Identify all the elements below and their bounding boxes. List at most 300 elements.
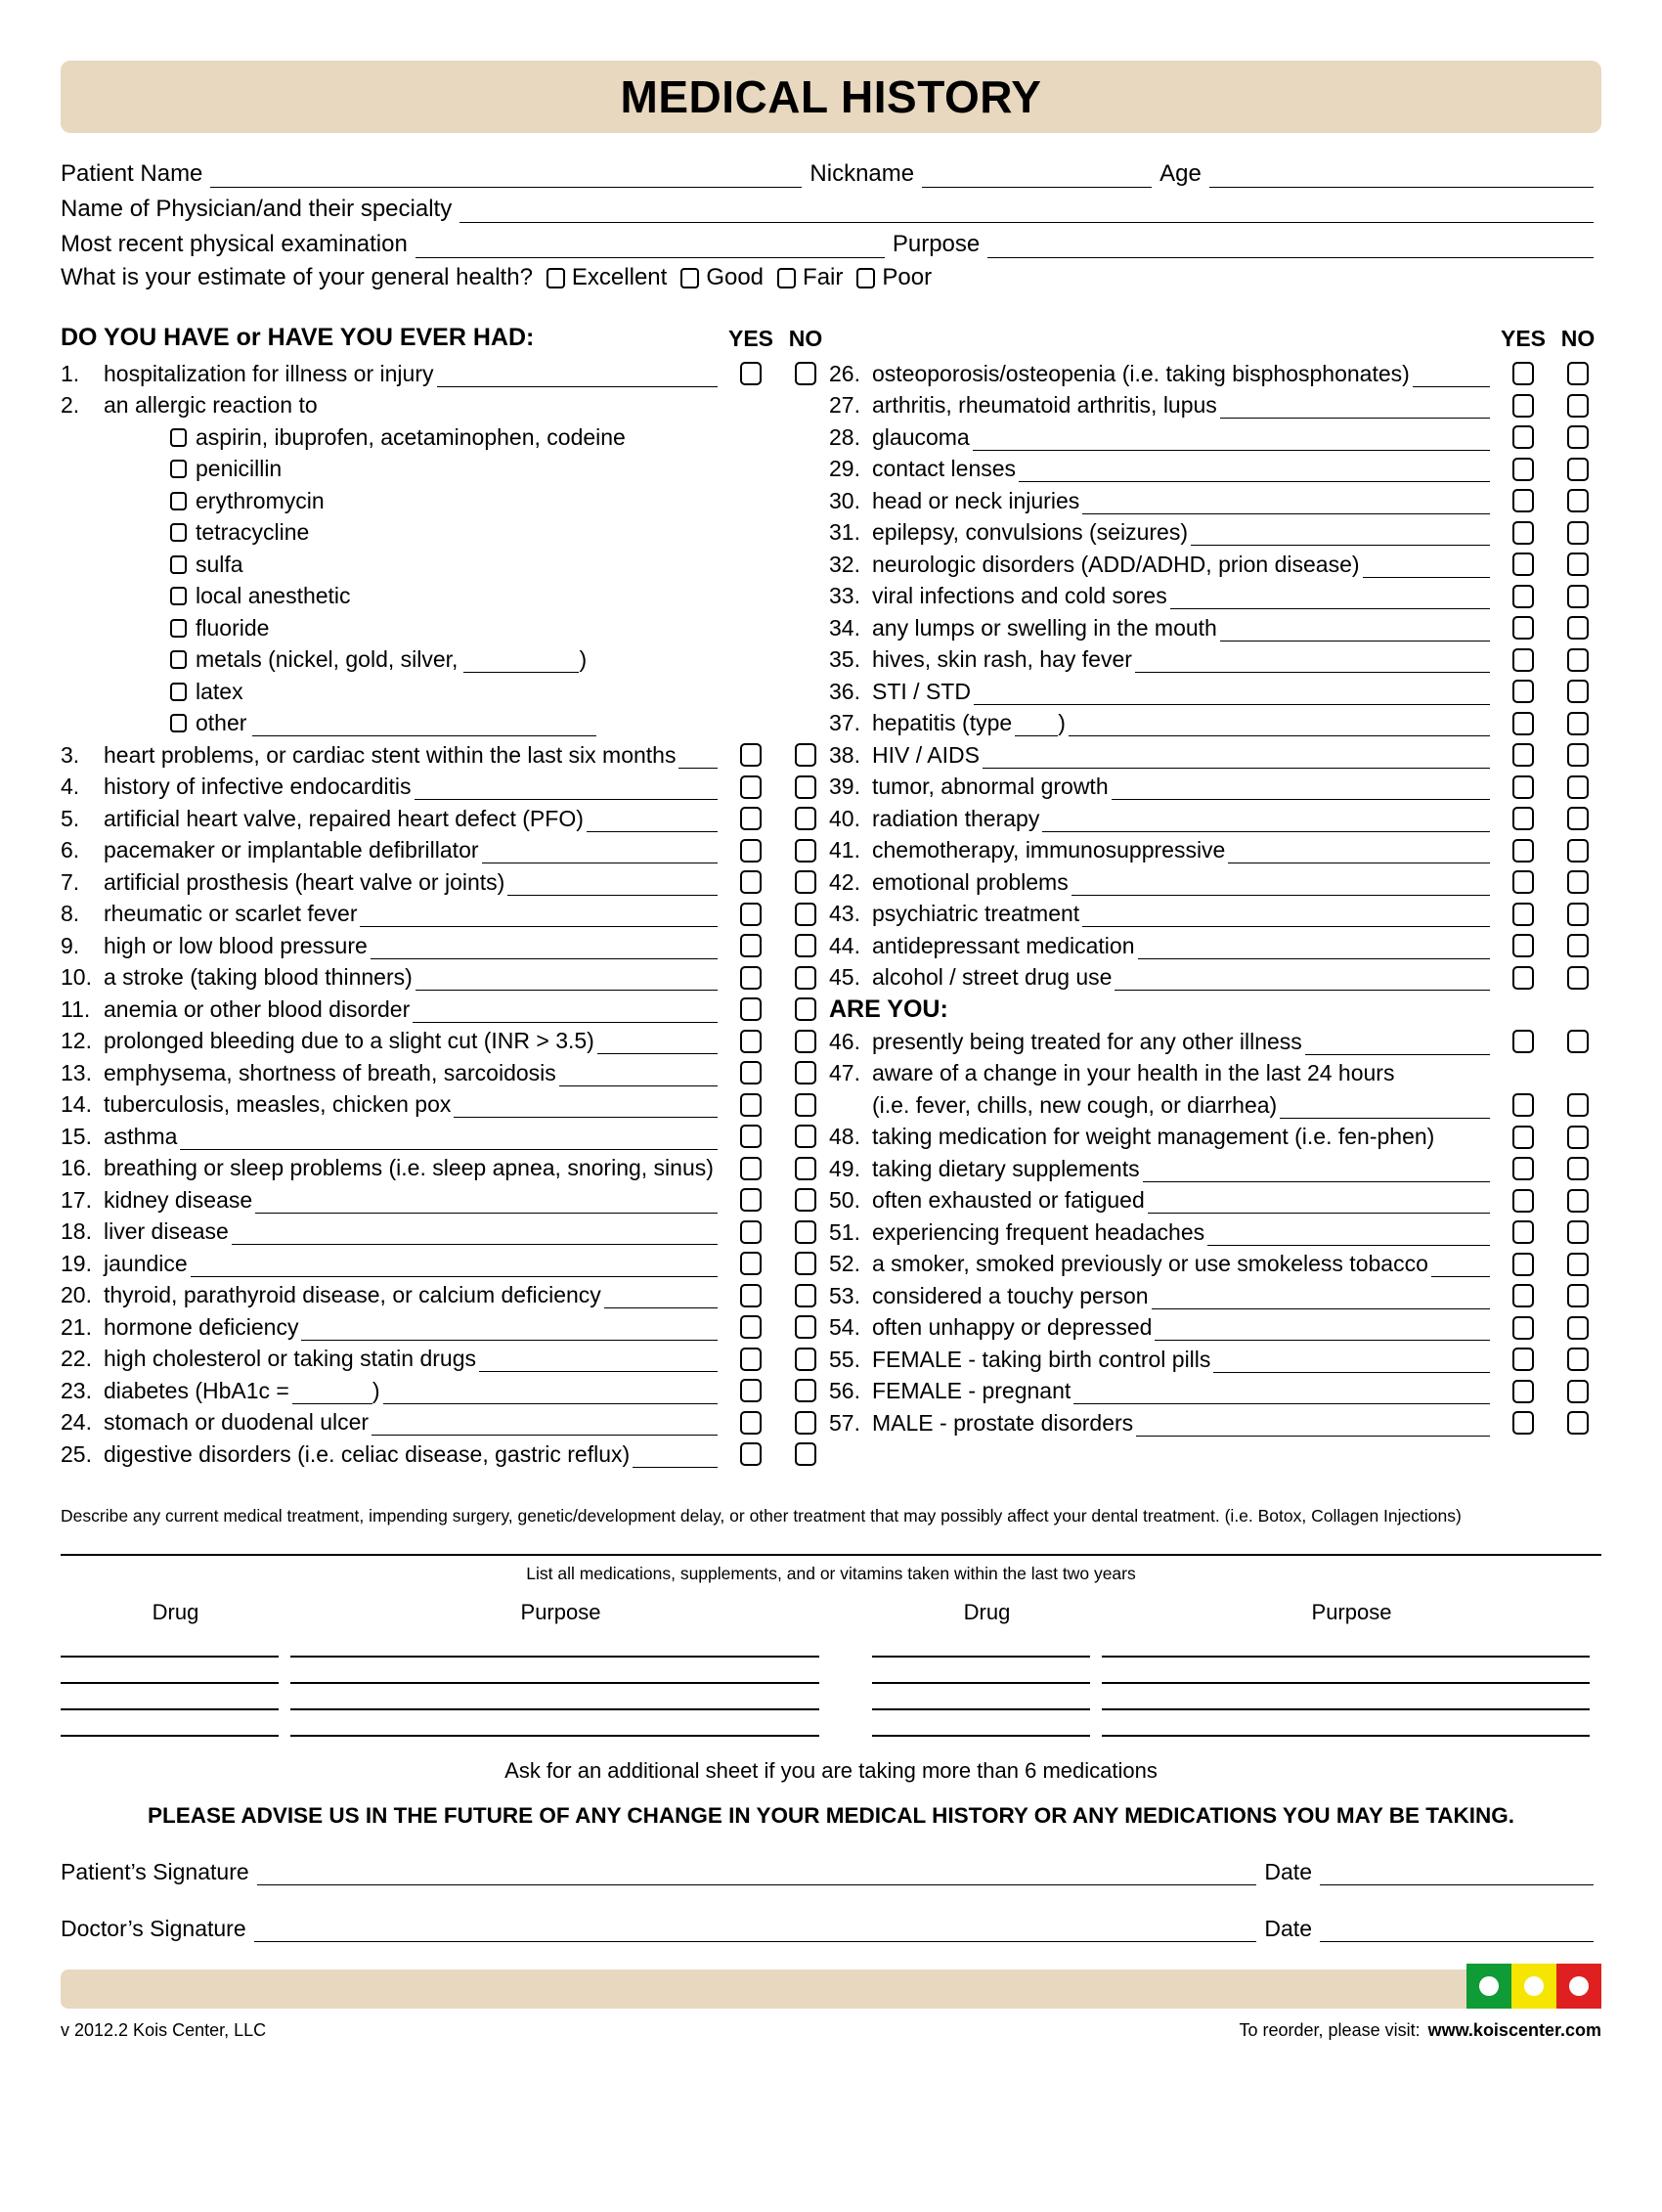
no-checkbox-icon[interactable]	[1567, 839, 1589, 863]
yes-no-boxes	[1500, 362, 1601, 385]
no-checkbox-icon[interactable]	[795, 1220, 816, 1244]
yes-checkbox-icon[interactable]	[740, 807, 762, 830]
no-checkbox-icon[interactable]	[1567, 521, 1589, 545]
answer-input[interactable]	[559, 1066, 718, 1086]
no-checkbox-icon[interactable]	[795, 1093, 816, 1117]
yes-checkbox-icon[interactable]	[1512, 839, 1534, 863]
answer-input[interactable]	[1135, 652, 1490, 673]
answer-input[interactable]	[1170, 589, 1490, 609]
yes-checkbox-icon[interactable]	[740, 1188, 762, 1212]
no-checkbox-icon[interactable]	[795, 1157, 816, 1180]
allergy-sub-wrap	[196, 679, 243, 705]
answer-input[interactable]	[983, 748, 1490, 769]
no-box-cell	[1554, 458, 1601, 481]
right-question-list	[829, 358, 1601, 994]
no-checkbox-icon[interactable]	[795, 903, 816, 926]
no-checkbox-icon[interactable]	[1567, 489, 1589, 512]
answer-input[interactable]	[1431, 1257, 1490, 1277]
no-checkbox-icon[interactable]	[795, 1348, 816, 1371]
answer-input[interactable]	[360, 907, 718, 927]
answer-input[interactable]	[973, 430, 1490, 451]
no-checkbox-icon[interactable]	[1567, 1380, 1589, 1403]
no-checkbox-icon[interactable]	[795, 1315, 816, 1339]
answer-input[interactable]	[1019, 462, 1490, 482]
question-label: prolonged bleeding due to a slight cut (INR > 3.5)	[104, 1028, 594, 1054]
answer-input[interactable]	[1228, 843, 1490, 863]
reorder-url[interactable]: www.koiscenter.com	[1427, 2020, 1601, 2041]
yes-checkbox-icon[interactable]	[1512, 1411, 1534, 1435]
no-checkbox-icon[interactable]	[1567, 870, 1589, 894]
yes-checkbox-icon[interactable]	[1512, 1348, 1534, 1371]
yes-checkbox-icon[interactable]	[1512, 1220, 1534, 1244]
checkbox-icon[interactable]	[170, 523, 187, 542]
yes-checkbox-icon[interactable]	[740, 362, 762, 385]
answer-input[interactable]	[1082, 494, 1490, 514]
medication-purpose-input[interactable]	[290, 1631, 819, 1658]
no-checkbox-icon[interactable]	[795, 775, 816, 799]
answer-input[interactable]	[482, 843, 718, 863]
answer-input[interactable]	[454, 1097, 718, 1118]
doctor-signature-input[interactable]	[254, 1917, 1257, 1942]
answer-input[interactable]	[1143, 1162, 1490, 1182]
question-text-wrap	[104, 1091, 718, 1118]
medications-purpose-column	[1102, 1600, 1601, 1737]
right-column	[829, 319, 1601, 1471]
medication-purpose-input[interactable]	[290, 1710, 819, 1737]
answer-input[interactable]	[1220, 398, 1490, 419]
answer-input[interactable]	[1115, 970, 1490, 991]
no-checkbox-icon[interactable]	[1567, 712, 1589, 735]
yes-checkbox-icon[interactable]	[1512, 1253, 1534, 1276]
question-row	[829, 1185, 1601, 1217]
yes-box-cell	[1500, 521, 1547, 545]
yes-checkbox-icon[interactable]	[1512, 616, 1534, 640]
question-row	[829, 421, 1601, 454]
answer-input[interactable]	[604, 1288, 718, 1308]
doctor-signature-row	[61, 1899, 1601, 1942]
answer-input[interactable]	[371, 939, 718, 959]
no-checkbox-icon[interactable]	[795, 1379, 816, 1402]
yes-box-cell	[727, 1030, 774, 1053]
question-row	[829, 390, 1601, 422]
health-option-fair[interactable]	[764, 264, 843, 291]
question-label: high or low blood pressure	[104, 932, 368, 958]
yes-checkbox-icon[interactable]	[740, 775, 762, 799]
physician-input[interactable]	[459, 198, 1594, 223]
medication-drug-input[interactable]	[872, 1684, 1090, 1710]
yes-checkbox-icon[interactable]	[740, 1252, 762, 1275]
exam-purpose-input[interactable]	[987, 233, 1594, 258]
yes-checkbox-icon[interactable]	[1512, 1316, 1534, 1340]
medication-drug-input[interactable]	[61, 1684, 279, 1710]
checkbox-icon[interactable]	[170, 619, 187, 638]
answer-input[interactable]	[1148, 1193, 1490, 1214]
question-text-wrap	[872, 1060, 1490, 1086]
yes-checkbox-icon[interactable]	[1512, 1157, 1534, 1180]
no-checkbox-icon[interactable]	[795, 1284, 816, 1307]
health-option-good[interactable]	[667, 264, 764, 291]
question-label: considered a touchy person	[872, 1282, 1149, 1308]
no-box-cell	[1554, 1253, 1601, 1276]
allergy-sub-input[interactable]	[463, 653, 579, 673]
no-checkbox-icon[interactable]	[1567, 362, 1589, 385]
answer-input[interactable]	[1152, 1289, 1490, 1309]
no-checkbox-icon[interactable]	[1567, 1093, 1589, 1117]
medication-drug-input[interactable]	[61, 1631, 279, 1658]
answer-input[interactable]	[1069, 716, 1490, 736]
inline-input[interactable]	[292, 1384, 372, 1404]
answer-input[interactable]	[1413, 367, 1490, 387]
medication-drug-input[interactable]	[872, 1631, 1090, 1658]
question-row	[61, 358, 829, 390]
no-checkbox-icon[interactable]	[1567, 1316, 1589, 1340]
question-row	[61, 803, 829, 835]
nickname-input[interactable]	[922, 162, 1152, 188]
yes-checkbox-icon[interactable]	[740, 1220, 762, 1244]
answer-input[interactable]	[597, 1034, 718, 1054]
no-checkbox-icon[interactable]	[1567, 648, 1589, 672]
allergy-sub-wrap	[196, 615, 269, 641]
are-you-heading: ARE YOU:	[829, 995, 948, 1023]
yes-checkbox-icon[interactable]	[1512, 870, 1534, 894]
yes-checkbox-icon[interactable]	[740, 870, 762, 894]
no-checkbox-icon[interactable]	[795, 997, 816, 1021]
yes-checkbox-icon[interactable]	[740, 1030, 762, 1053]
answer-input[interactable]	[1042, 812, 1490, 832]
medication-purpose-input[interactable]	[1102, 1684, 1590, 1710]
no-checkbox-icon[interactable]	[1567, 1220, 1589, 1244]
yes-checkbox-icon[interactable]	[1512, 743, 1534, 767]
color-swatches	[1466, 1964, 1601, 2009]
medication-purpose-input[interactable]	[1102, 1631, 1590, 1658]
answer-input[interactable]	[1136, 1416, 1490, 1437]
yes-checkbox-icon[interactable]	[1512, 1380, 1534, 1403]
answer-input[interactable]	[383, 1384, 718, 1404]
question-text-wrap	[872, 806, 1490, 832]
yes-checkbox-icon[interactable]	[1512, 775, 1534, 799]
doctor-date-label: Date	[1264, 1916, 1312, 1942]
no-checkbox-icon[interactable]	[795, 1252, 816, 1275]
no-checkbox-icon[interactable]	[1567, 775, 1589, 799]
yes-checkbox-icon[interactable]	[740, 966, 762, 990]
question-row	[61, 930, 829, 962]
answer-input[interactable]	[1191, 525, 1490, 546]
yes-checkbox-icon[interactable]	[1512, 1030, 1534, 1053]
answer-input[interactable]	[678, 748, 718, 769]
question-text-wrap	[104, 361, 718, 387]
no-checkbox-icon[interactable]	[795, 870, 816, 894]
checkbox-icon[interactable]	[170, 683, 187, 701]
age-input[interactable]	[1209, 162, 1594, 188]
yes-checkbox-icon[interactable]	[740, 1379, 762, 1402]
answer-input[interactable]	[255, 1193, 718, 1214]
question-row	[61, 1438, 829, 1471]
no-checkbox-icon[interactable]	[1567, 1126, 1589, 1149]
no-checkbox-icon[interactable]	[1567, 743, 1589, 767]
checkbox-icon[interactable]	[680, 268, 699, 288]
yes-checkbox-icon[interactable]	[1512, 807, 1534, 830]
exam-input[interactable]	[416, 233, 885, 258]
no-checkbox-icon[interactable]	[1567, 807, 1589, 830]
answer-input[interactable]	[415, 779, 719, 800]
medication-drug-input[interactable]	[872, 1710, 1090, 1737]
checkbox-icon[interactable]	[170, 555, 187, 574]
yes-checkbox-icon[interactable]	[1512, 1126, 1534, 1149]
allergy-sub-item	[61, 549, 829, 581]
yes-checkbox-icon[interactable]	[1512, 680, 1534, 703]
answer-input[interactable]	[974, 685, 1490, 705]
answer-input[interactable]	[507, 875, 718, 896]
answer-input[interactable]	[180, 1129, 718, 1150]
no-checkbox-icon[interactable]	[1567, 553, 1589, 576]
medication-purpose-input[interactable]	[1102, 1658, 1590, 1684]
question-label: STI / STD	[872, 678, 971, 704]
yes-checkbox-icon[interactable]	[1512, 1189, 1534, 1213]
patient-date-input[interactable]	[1320, 1860, 1594, 1885]
no-checkbox-icon[interactable]	[795, 1442, 816, 1466]
answer-input[interactable]	[1138, 939, 1491, 959]
answer-input[interactable]	[1280, 1098, 1490, 1119]
checkbox-icon[interactable]	[170, 714, 187, 732]
are-you-question-list	[829, 1026, 1601, 1439]
answer-input[interactable]	[1363, 557, 1490, 578]
no-checkbox-icon[interactable]	[795, 934, 816, 957]
checkbox-icon[interactable]	[170, 460, 187, 478]
answer-input[interactable]	[437, 367, 719, 387]
yes-checkbox-icon[interactable]	[1512, 394, 1534, 418]
question-number: 48.	[829, 1124, 860, 1150]
no-box-cell	[1554, 585, 1601, 608]
no-checkbox-icon[interactable]	[795, 1125, 816, 1148]
no-box-cell	[1554, 1284, 1601, 1307]
answer-input[interactable]	[416, 970, 718, 991]
yes-checkbox-icon[interactable]	[740, 1284, 762, 1307]
question-text-wrap	[104, 901, 718, 927]
question-text-wrap	[104, 1251, 718, 1277]
no-checkbox-icon[interactable]	[795, 1061, 816, 1084]
question-text-wrap	[104, 1409, 718, 1436]
yes-no-boxes	[727, 1188, 829, 1212]
medication-drug-input[interactable]	[872, 1658, 1090, 1684]
checkbox-icon[interactable]	[170, 587, 187, 605]
question-row	[829, 772, 1601, 804]
question-row	[61, 1280, 829, 1312]
patient-name-input[interactable]	[210, 162, 802, 188]
no-checkbox-icon[interactable]	[1567, 1411, 1589, 1435]
no-box-cell	[1554, 394, 1601, 418]
yes-box-cell	[1500, 1093, 1547, 1117]
yes-checkbox-icon[interactable]	[1512, 934, 1534, 957]
no-box-cell	[1554, 1220, 1601, 1244]
yes-box-cell	[1500, 553, 1547, 576]
answer-input[interactable]	[1082, 907, 1490, 927]
medication-purpose-input[interactable]	[1102, 1710, 1590, 1737]
yes-box-cell	[727, 1284, 774, 1307]
no-checkbox-icon[interactable]	[1567, 934, 1589, 957]
question-row	[829, 1376, 1601, 1408]
no-box-cell	[782, 1188, 829, 1212]
no-box-cell	[1554, 743, 1601, 767]
answer-input[interactable]	[413, 1002, 718, 1023]
yes-box-cell	[727, 743, 774, 767]
yes-checkbox-icon[interactable]	[740, 1411, 762, 1435]
question-row	[829, 1153, 1601, 1185]
answer-input[interactable]	[191, 1257, 718, 1277]
yes-checkbox-icon[interactable]	[740, 743, 762, 767]
yes-checkbox-icon[interactable]	[1512, 1284, 1534, 1307]
medication-purpose-input[interactable]	[290, 1658, 819, 1684]
medication-drug-input[interactable]	[61, 1710, 279, 1737]
yes-checkbox-icon[interactable]	[740, 934, 762, 957]
yes-checkbox-icon[interactable]	[1512, 903, 1534, 926]
question-text-wrap	[872, 1219, 1490, 1246]
no-checkbox-icon[interactable]	[1567, 1030, 1589, 1053]
yes-no-boxes	[1500, 1062, 1601, 1085]
answer-input[interactable]	[232, 1224, 718, 1245]
yes-checkbox-icon[interactable]	[740, 1125, 762, 1148]
question-label: anemia or other blood disorder	[104, 995, 411, 1022]
question-label: any lumps or swelling in the mouth	[872, 614, 1217, 641]
answer-input[interactable]	[1305, 1035, 1490, 1055]
no-checkbox-icon[interactable]	[1567, 458, 1589, 481]
no-checkbox-icon[interactable]	[1567, 1157, 1589, 1180]
answer-input[interactable]	[633, 1447, 718, 1468]
answer-input[interactable]	[301, 1320, 718, 1341]
answer-input[interactable]	[1072, 875, 1490, 896]
no-checkbox-icon[interactable]	[1567, 1348, 1589, 1371]
question-number: 17.	[61, 1186, 92, 1213]
no-checkbox-icon[interactable]	[795, 807, 816, 830]
checkbox-icon[interactable]	[856, 268, 875, 288]
answer-input[interactable]	[1207, 1225, 1490, 1246]
no-checkbox-icon[interactable]	[795, 1030, 816, 1053]
yes-checkbox-icon[interactable]	[1512, 648, 1534, 672]
health-option-poor[interactable]	[843, 264, 932, 291]
yes-checkbox-icon[interactable]	[1512, 553, 1534, 576]
right-section-header	[829, 319, 1601, 352]
no-checkbox-icon[interactable]	[1567, 585, 1589, 608]
patient-signature-input[interactable]	[257, 1860, 1257, 1885]
question-row	[829, 803, 1601, 835]
no-checkbox-icon[interactable]	[1567, 1253, 1589, 1276]
exam-purpose-label: Purpose	[892, 231, 981, 257]
yes-checkbox-icon[interactable]	[740, 997, 762, 1021]
yes-no-boxes	[727, 839, 829, 863]
yes-checkbox-icon[interactable]	[740, 1061, 762, 1084]
yes-checkbox-icon[interactable]	[1512, 585, 1534, 608]
allergy-sub-wrap	[196, 646, 587, 673]
answer-input[interactable]	[372, 1415, 718, 1436]
medication-drug-input[interactable]	[61, 1658, 279, 1684]
no-box-cell	[1554, 1093, 1601, 1117]
yes-checkbox-icon[interactable]	[1512, 489, 1534, 512]
question-label: FEMALE - pregnant	[872, 1378, 1072, 1404]
answer-input[interactable]	[1155, 1320, 1490, 1341]
health-option-excellent[interactable]	[533, 264, 667, 291]
checkbox-icon[interactable]	[170, 492, 187, 510]
yes-checkbox-icon[interactable]	[1512, 712, 1534, 735]
yes-box-cell	[1500, 839, 1547, 863]
yes-box-cell	[1500, 966, 1547, 990]
yes-checkbox-icon[interactable]	[1512, 425, 1534, 449]
no-checkbox-icon[interactable]	[1567, 903, 1589, 926]
answer-input[interactable]	[1073, 1384, 1490, 1404]
answer-input[interactable]	[1213, 1352, 1490, 1373]
describe-input[interactable]	[61, 1530, 1601, 1556]
yes-checkbox-icon[interactable]	[740, 1442, 762, 1466]
question-label: breathing or sleep problems (i.e. sleep apnea, snoring, sinus)	[104, 1155, 714, 1181]
allergy-sub-wrap	[196, 519, 309, 546]
yes-label: YES	[1500, 326, 1547, 351]
checkbox-icon[interactable]	[170, 428, 187, 447]
no-checkbox-icon[interactable]	[795, 1188, 816, 1212]
medications-half	[831, 1600, 1601, 1737]
yes-checkbox-icon[interactable]	[1512, 362, 1534, 385]
question-row	[829, 866, 1601, 899]
yes-checkbox-icon[interactable]	[740, 1157, 762, 1180]
yes-checkbox-icon[interactable]	[1512, 966, 1534, 990]
medication-purpose-input[interactable]	[290, 1684, 819, 1710]
reorder-label: To reorder, please visit:	[1239, 2020, 1421, 2041]
no-checkbox-icon[interactable]	[795, 743, 816, 767]
answer-input[interactable]	[479, 1351, 718, 1372]
yes-checkbox-icon[interactable]	[740, 1348, 762, 1371]
yes-checkbox-icon[interactable]	[1512, 521, 1534, 545]
allergy-sub-input[interactable]	[252, 717, 596, 736]
yes-checkbox-icon[interactable]	[740, 1315, 762, 1339]
yes-box-cell	[1500, 712, 1547, 735]
checkbox-icon[interactable]	[777, 268, 796, 288]
no-checkbox-icon[interactable]	[795, 839, 816, 863]
yes-checkbox-icon[interactable]	[1512, 1093, 1534, 1117]
inline-input[interactable]	[1015, 716, 1058, 736]
answer-input[interactable]	[1220, 621, 1490, 641]
yes-checkbox-icon[interactable]	[740, 903, 762, 926]
answer-input[interactable]	[587, 812, 718, 832]
question-row	[829, 1058, 1601, 1090]
no-box-cell	[1554, 712, 1601, 735]
doctor-date-input[interactable]	[1320, 1917, 1594, 1942]
question-text-wrap	[872, 1347, 1490, 1373]
question-number: 31.	[829, 519, 860, 546]
no-checkbox-icon[interactable]	[1567, 394, 1589, 418]
general-health-row	[61, 258, 1601, 297]
allergy-sub-wrap	[196, 488, 325, 514]
no-checkbox-icon[interactable]	[795, 1411, 816, 1435]
yes-no-boxes	[1500, 648, 1601, 672]
no-checkbox-icon[interactable]	[1567, 966, 1589, 990]
no-checkbox-icon[interactable]	[795, 362, 816, 385]
checkbox-icon[interactable]	[547, 268, 565, 288]
question-label: diabetes (HbA1c =	[104, 1377, 289, 1403]
no-checkbox-icon[interactable]	[795, 966, 816, 990]
checkbox-icon[interactable]	[170, 650, 187, 669]
no-box-cell	[782, 1252, 829, 1275]
yes-checkbox-icon[interactable]	[1512, 458, 1534, 481]
patient-signature-label: Patient’s Signature	[61, 1859, 249, 1885]
yes-checkbox-icon[interactable]	[740, 839, 762, 863]
no-checkbox-icon[interactable]	[1567, 425, 1589, 449]
no-checkbox-icon[interactable]	[1567, 616, 1589, 640]
no-checkbox-icon[interactable]	[1567, 680, 1589, 703]
yes-box-cell	[727, 1125, 774, 1148]
allergy-sub-item	[61, 708, 829, 740]
answer-input[interactable]	[1112, 779, 1490, 800]
no-checkbox-icon[interactable]	[1567, 1189, 1589, 1213]
no-checkbox-icon[interactable]	[1567, 1284, 1589, 1307]
yes-checkbox-icon[interactable]	[740, 1093, 762, 1117]
question-number: 52.	[829, 1251, 860, 1277]
